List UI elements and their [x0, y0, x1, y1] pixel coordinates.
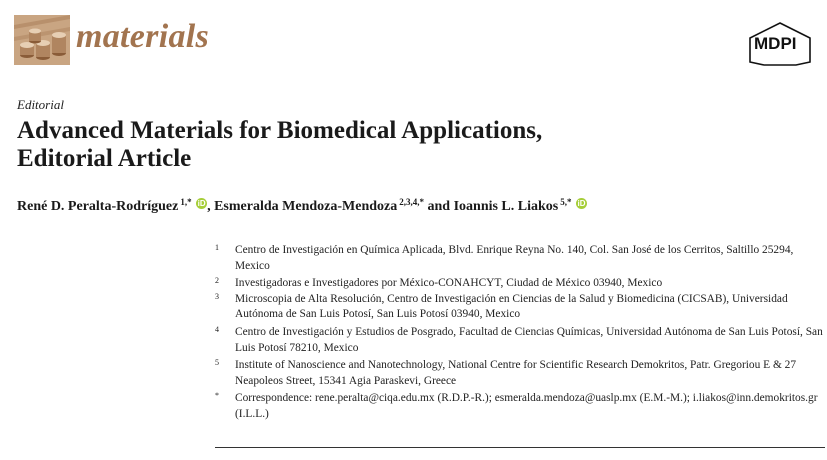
article-type: Editorial — [17, 97, 64, 112]
affiliation-number: 4 — [215, 324, 219, 334]
publisher-logo — [748, 22, 812, 66]
author-name[interactable]: Esmeralda Mendoza-Mendoza — [214, 199, 398, 214]
article-title — [17, 117, 542, 173]
author-separator: , — [207, 199, 215, 214]
affiliation-item — [215, 358, 825, 389]
author-affiliation-marks: 1,* — [180, 197, 192, 207]
affiliation-number: 3 — [215, 291, 219, 301]
affiliation-text: Investigadoras e Investigadores por México-CONAHCYT, Ciudad de México 03940, Mexico — [235, 277, 663, 290]
affiliation-text: Centro de Investigación y Estudios de Posgrado, Facultad de Ciencias Químicas, Universidad Autónoma de San Luis Potosí, San Luis Potosí 78210, Mexico — [235, 325, 823, 354]
affiliation-number: 2 — [215, 276, 219, 286]
affiliation-text: Centro de Investigación en Química Aplicada, Blvd. Enrique Reyna No. 140, Col. San José de los Cerritos, Saltillo 25294, Mexico — [235, 244, 794, 272]
affiliation-item — [215, 292, 825, 323]
journal-logo-icon — [14, 15, 70, 65]
affiliation-item — [215, 276, 825, 292]
affiliation-number: 1 — [215, 243, 219, 252]
orcid-icon[interactable]: iD — [197, 199, 206, 208]
article-title-line-1: Advanced Materials for Biomedical Applications, — [17, 117, 543, 144]
article-title-line-2: Editorial Article — [17, 145, 192, 172]
orcid-icon[interactable]: iD — [577, 199, 586, 208]
affiliation-text: Institute of Nanoscience and Nanotechnology, National Centre for Scientific Research Demokritos, Patr. Gregoriou E & 27 Neapoleos Street, 15341 Agia Paraskevi, Greece — [235, 359, 797, 387]
author-separator: and — [424, 199, 454, 214]
affiliation-text: Microscopia de Alta Resolución, Centro de Investigación en Ciencias de la Salud y Biomedicina (CICSAB), Universidad Autónoma de San Luis Potosí, San Luis Potosí 03940, Mexico — [235, 292, 788, 321]
affiliation-item — [215, 243, 825, 274]
author-list — [17, 193, 587, 216]
correspondence-text: Correspondence: rene.peralta@ciqa.edu.mx (R.D.P.-R.); esmeralda.mendoza@uaslp.mx (E.M.-M.); i.liakos@inn.demokritos.gr (I.L.L.) — [235, 392, 818, 420]
divider — [215, 447, 825, 448]
correspondence — [215, 391, 825, 422]
journal-name: materials — [76, 18, 210, 55]
publisher-name: MDPI — [754, 34, 797, 53]
affiliation-list — [215, 243, 825, 423]
affiliation-number: 5 — [215, 358, 219, 368]
author-affiliation-marks: 5,* — [560, 197, 572, 207]
author-name[interactable]: René D. Peralta-Rodríguez — [17, 199, 179, 214]
author-affiliation-marks: 2,3,4,* — [399, 197, 424, 207]
author-name[interactable]: Ioannis L. Liakos — [453, 199, 559, 214]
affiliation-number: * — [215, 391, 219, 401]
affiliation-item — [215, 325, 825, 356]
